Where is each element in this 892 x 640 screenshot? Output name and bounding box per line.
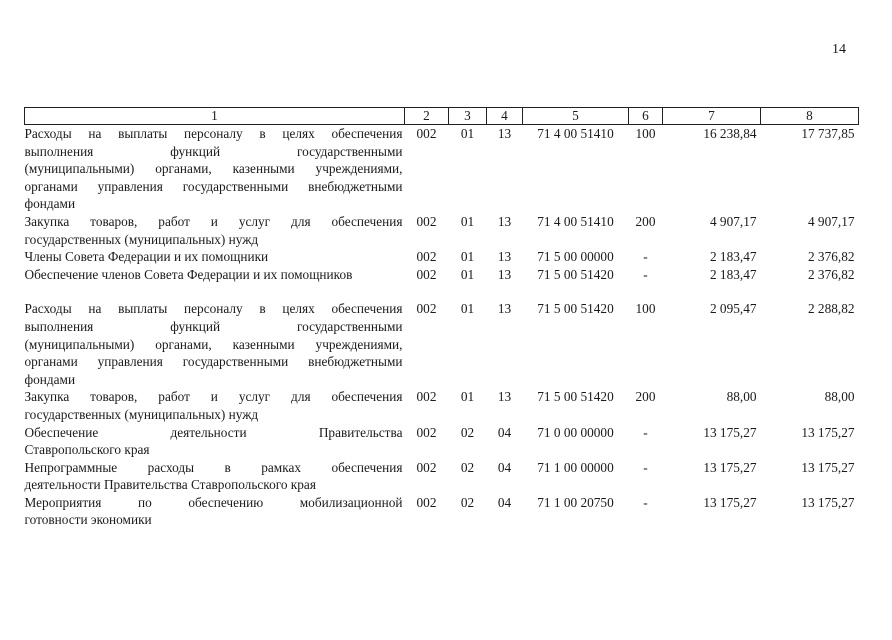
amount-year-1: 13 175,27 <box>703 459 757 475</box>
subsection-code: 13 <box>497 126 512 141</box>
section-code: 01 <box>460 213 475 229</box>
target-article-code: 71 5 00 00000 <box>537 249 614 265</box>
amount-year-2: 2 376,82 <box>807 249 855 265</box>
row-description <box>25 266 405 284</box>
description-line: деятельности Правительства Ставропольского края <box>24 477 316 493</box>
expense-type-code: 100 <box>635 301 656 317</box>
subsection-code: 13 <box>497 301 512 317</box>
description-line: готовности экономики <box>24 512 152 528</box>
ministry-code: 002 <box>416 424 437 440</box>
amount-year-1: 88,00 <box>726 389 757 405</box>
ministry-code: 002 <box>416 126 437 141</box>
header-cell-1: 1 <box>25 108 405 125</box>
amount-year-2: 4 907,17 <box>807 213 855 229</box>
table-row <box>25 266 859 284</box>
description-line: органами управления государственными внебюджетными <box>24 178 403 194</box>
page-number: 14 <box>832 42 846 57</box>
section-code: 01 <box>460 301 475 317</box>
subsection-code: 13 <box>497 249 512 265</box>
table-row <box>25 388 859 423</box>
ministry-code: 002 <box>416 459 437 475</box>
description-line: фондами <box>24 371 76 387</box>
ministry-code: 002 <box>416 249 437 265</box>
amount-year-1: 16 238,84 <box>703 126 757 141</box>
section-code: 02 <box>460 424 475 440</box>
amount-year-2: 2 376,82 <box>807 266 855 282</box>
table-header <box>25 108 859 125</box>
header-cell-8: 8 <box>761 108 859 125</box>
description-line: Расходы на выплаты персоналу в целях обеспечения <box>24 301 403 317</box>
header-row <box>25 108 859 125</box>
budget-table <box>24 107 859 529</box>
header-cell-2: 2 <box>405 108 449 125</box>
target-article-code: 71 5 00 51420 <box>537 389 614 405</box>
header-cell-3: 3 <box>449 108 487 125</box>
amount-year-1: 13 175,27 <box>703 494 757 510</box>
description-line: (муниципальными) органами, казенными учреждениями, <box>24 161 403 177</box>
header-cell-6: 6 <box>629 108 663 125</box>
expense-type-code: 100 <box>635 126 656 141</box>
expense-type-code: - <box>643 494 648 510</box>
description-line: государственных (муниципальных) нужд <box>24 406 259 422</box>
expense-type-code: 200 <box>635 389 656 405</box>
section-code: 01 <box>460 266 475 282</box>
table-row <box>25 459 859 494</box>
amount-year-2: 13 175,27 <box>801 459 855 475</box>
header-cell-4: 4 <box>487 108 523 125</box>
subsection-code: 04 <box>497 459 512 475</box>
description-line: Ставропольского края <box>24 442 150 458</box>
row-description <box>25 125 405 213</box>
table-row <box>25 248 859 266</box>
row-description <box>25 494 405 529</box>
section-code: 01 <box>460 249 475 265</box>
spacer-cell <box>25 283 859 300</box>
expense-type-code: - <box>643 424 648 440</box>
description-line: выполнения функций государственными <box>24 143 403 159</box>
target-article-code: 71 5 00 51420 <box>537 301 614 317</box>
table-row <box>25 494 859 529</box>
amount-year-2: 13 175,27 <box>801 424 855 440</box>
subsection-code: 04 <box>497 424 512 440</box>
table-row <box>25 300 859 388</box>
description-line: Члены Совета Федерации и их помощники <box>24 249 269 265</box>
table-body <box>25 125 859 530</box>
row-spacer <box>25 283 859 300</box>
row-description <box>25 248 405 266</box>
header-cell-7: 7 <box>663 108 761 125</box>
target-article-code: 71 5 00 51420 <box>537 266 614 282</box>
description-line: Непрограммные расходы в рамках обеспечения <box>24 459 403 475</box>
ministry-code: 002 <box>416 494 437 510</box>
description-line: Закупка товаров, работ и услуг для обеспечения <box>24 389 403 405</box>
amount-year-2: 2 288,82 <box>807 301 855 317</box>
amount-year-1: 13 175,27 <box>703 424 757 440</box>
subsection-code: 13 <box>497 213 512 229</box>
description-line: Обеспечение членов Совета Федерации и их помощников <box>24 266 353 282</box>
ministry-code: 002 <box>416 389 437 405</box>
row-description <box>25 388 405 423</box>
row-description <box>25 300 405 388</box>
description-line: (муниципальными) органами, казенными учреждениями, <box>24 336 403 352</box>
description-line: фондами <box>24 196 76 212</box>
expense-type-code: - <box>643 459 648 475</box>
ministry-code: 002 <box>416 301 437 317</box>
header-cell-5: 5 <box>523 108 629 125</box>
expense-type-code: 200 <box>635 213 656 229</box>
row-description <box>25 424 405 459</box>
description-line: Расходы на выплаты персоналу в целях обеспечения <box>24 126 403 141</box>
description-line: государственных (муниципальных) нужд <box>24 231 259 247</box>
description-line: Закупка товаров, работ и услуг для обеспечения <box>24 213 403 229</box>
section-code: 02 <box>460 459 475 475</box>
target-article-code: 71 1 00 00000 <box>537 459 614 475</box>
amount-year-2: 13 175,27 <box>801 494 855 510</box>
target-article-code: 71 1 00 20750 <box>537 494 614 510</box>
target-article-code: 71 4 00 51410 <box>537 213 614 229</box>
table-row <box>25 424 859 459</box>
amount-year-1: 4 907,17 <box>709 213 757 229</box>
amount-year-1: 2 183,47 <box>709 266 757 282</box>
subsection-code: 13 <box>497 266 512 282</box>
table-row <box>25 213 859 248</box>
amount-year-2: 17 737,85 <box>801 126 855 141</box>
description-line: Обеспечение деятельности Правительства <box>24 424 403 440</box>
table-row <box>25 125 859 213</box>
ministry-code: 002 <box>416 213 437 229</box>
subsection-code: 04 <box>497 494 512 510</box>
row-description <box>25 459 405 494</box>
section-code: 01 <box>460 389 475 405</box>
section-code: 02 <box>460 494 475 510</box>
description-line: выполнения функций государственными <box>24 318 403 334</box>
target-article-code: 71 4 00 51410 <box>537 126 614 141</box>
amount-year-2: 88,00 <box>824 389 855 405</box>
target-article-code: 71 0 00 00000 <box>537 424 614 440</box>
description-line: органами управления государственными внебюджетными <box>24 354 403 370</box>
expense-type-code: - <box>643 249 648 265</box>
amount-year-1: 2 183,47 <box>709 249 757 265</box>
section-code: 01 <box>460 126 475 141</box>
subsection-code: 13 <box>497 389 512 405</box>
description-line: Мероприятия по обеспечению мобилизационной <box>24 494 403 510</box>
ministry-code: 002 <box>416 266 437 282</box>
expense-type-code: - <box>643 266 648 282</box>
amount-year-1: 2 095,47 <box>709 301 757 317</box>
row-description <box>25 213 405 248</box>
